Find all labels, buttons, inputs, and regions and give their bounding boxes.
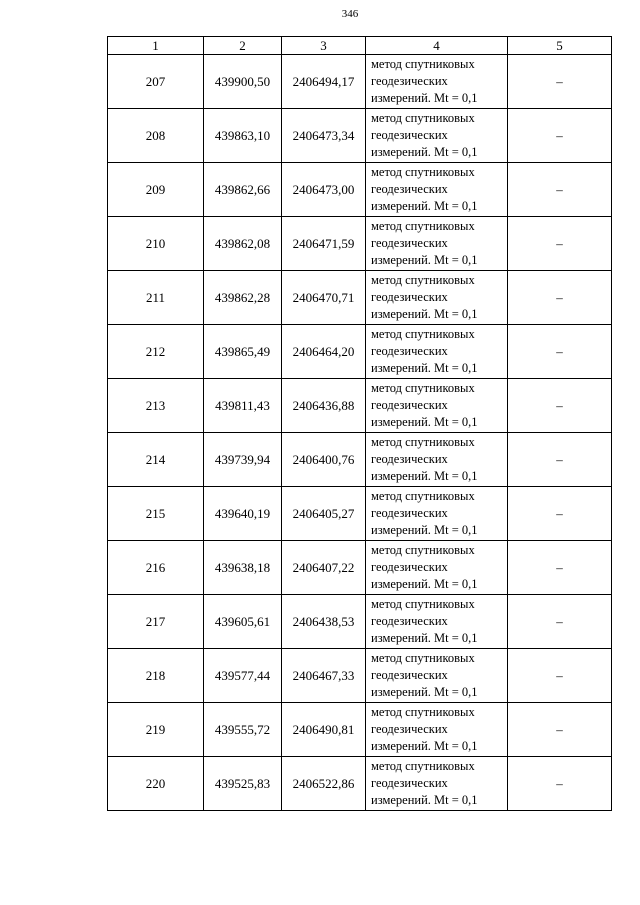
method-line: измерений. Mt = 0,1 bbox=[371, 199, 478, 213]
coordinate-y-cell: 2406490,81 bbox=[282, 703, 366, 757]
page-number: 346 bbox=[341, 8, 359, 20]
table-row bbox=[108, 109, 612, 163]
method-line: геодезических bbox=[371, 614, 448, 628]
method-line: метод спутниковых bbox=[371, 543, 475, 557]
method-cell bbox=[366, 271, 508, 325]
column-5-cell: – bbox=[508, 163, 612, 217]
coordinate-y-cell: 2406407,22 bbox=[282, 541, 366, 595]
coordinates-table bbox=[107, 36, 612, 811]
point-number-cell: 211 bbox=[108, 271, 204, 325]
method-line: метод спутниковых bbox=[371, 651, 475, 665]
point-number-cell: 216 bbox=[108, 541, 204, 595]
coordinate-y-cell: 2406405,27 bbox=[282, 487, 366, 541]
point-number-cell: 217 bbox=[108, 595, 204, 649]
column-5-cell: – bbox=[508, 595, 612, 649]
table-row bbox=[108, 541, 612, 595]
coordinate-y-cell: 2406400,76 bbox=[282, 433, 366, 487]
method-cell bbox=[366, 487, 508, 541]
point-number-cell: 208 bbox=[108, 109, 204, 163]
coordinate-x-cell: 439605,61 bbox=[204, 595, 282, 649]
column-5-cell: – bbox=[508, 487, 612, 541]
method-line: метод спутниковых bbox=[371, 489, 475, 503]
table-row bbox=[108, 217, 612, 271]
method-cell bbox=[366, 541, 508, 595]
method-line: геодезических bbox=[371, 560, 448, 574]
table-row bbox=[108, 703, 612, 757]
column-5-cell: – bbox=[508, 217, 612, 271]
point-number-cell: 219 bbox=[108, 703, 204, 757]
coordinate-y-cell: 2406464,20 bbox=[282, 325, 366, 379]
header-col-2: 2 bbox=[204, 37, 282, 55]
method-line: геодезических bbox=[371, 236, 448, 250]
method-cell bbox=[366, 325, 508, 379]
coordinate-x-cell: 439640,19 bbox=[204, 487, 282, 541]
coordinate-y-cell: 2406473,34 bbox=[282, 109, 366, 163]
column-5-cell: – bbox=[508, 109, 612, 163]
method-line: измерений. Mt = 0,1 bbox=[371, 739, 478, 753]
coordinate-x-cell: 439862,66 bbox=[204, 163, 282, 217]
table-row bbox=[108, 433, 612, 487]
method-line: измерений. Mt = 0,1 bbox=[371, 793, 478, 807]
method-cell bbox=[366, 217, 508, 271]
method-line: измерений. Mt = 0,1 bbox=[371, 523, 478, 537]
method-line: измерений. Mt = 0,1 bbox=[371, 361, 478, 375]
method-line: метод спутниковых bbox=[371, 759, 475, 773]
column-5-cell: – bbox=[508, 379, 612, 433]
header-col-1: 1 bbox=[108, 37, 204, 55]
coordinate-y-cell: 2406467,33 bbox=[282, 649, 366, 703]
coordinate-y-cell: 2406470,71 bbox=[282, 271, 366, 325]
method-cell bbox=[366, 379, 508, 433]
coordinate-x-cell: 439862,08 bbox=[204, 217, 282, 271]
method-cell bbox=[366, 595, 508, 649]
coordinate-y-cell: 2406438,53 bbox=[282, 595, 366, 649]
column-5-cell: – bbox=[508, 55, 612, 109]
point-number-cell: 213 bbox=[108, 379, 204, 433]
method-cell bbox=[366, 649, 508, 703]
table-row bbox=[108, 325, 612, 379]
column-5-cell: – bbox=[508, 325, 612, 379]
point-number-cell: 214 bbox=[108, 433, 204, 487]
table-body bbox=[108, 55, 612, 811]
method-line: измерений. Mt = 0,1 bbox=[371, 685, 478, 699]
method-cell bbox=[366, 433, 508, 487]
method-line: измерений. Mt = 0,1 bbox=[371, 577, 478, 591]
coordinate-x-cell: 439638,18 bbox=[204, 541, 282, 595]
coordinate-x-cell: 439900,50 bbox=[204, 55, 282, 109]
method-cell bbox=[366, 757, 508, 811]
method-line: геодезических bbox=[371, 722, 448, 736]
method-line: измерений. Mt = 0,1 bbox=[371, 307, 478, 321]
coordinate-y-cell: 2406473,00 bbox=[282, 163, 366, 217]
point-number-cell: 220 bbox=[108, 757, 204, 811]
method-cell bbox=[366, 703, 508, 757]
method-cell bbox=[366, 163, 508, 217]
table-row bbox=[108, 649, 612, 703]
method-line: метод спутниковых bbox=[371, 219, 475, 233]
point-number-cell: 207 bbox=[108, 55, 204, 109]
coordinate-y-cell: 2406436,88 bbox=[282, 379, 366, 433]
point-number-cell: 210 bbox=[108, 217, 204, 271]
method-line: метод спутниковых bbox=[371, 273, 475, 287]
coordinate-y-cell: 2406494,17 bbox=[282, 55, 366, 109]
point-number-cell: 218 bbox=[108, 649, 204, 703]
method-line: метод спутниковых bbox=[371, 597, 475, 611]
coordinate-y-cell: 2406522,86 bbox=[282, 757, 366, 811]
table-row bbox=[108, 163, 612, 217]
header-row bbox=[108, 37, 612, 55]
column-5-cell: – bbox=[508, 271, 612, 325]
coordinate-x-cell: 439865,49 bbox=[204, 325, 282, 379]
coordinate-x-cell: 439525,83 bbox=[204, 757, 282, 811]
coordinate-y-cell: 2406471,59 bbox=[282, 217, 366, 271]
table-row bbox=[108, 757, 612, 811]
column-5-cell: – bbox=[508, 757, 612, 811]
column-5-cell: – bbox=[508, 541, 612, 595]
table-row bbox=[108, 487, 612, 541]
method-line: метод спутниковых bbox=[371, 435, 475, 449]
method-cell bbox=[366, 109, 508, 163]
header-col-5: 5 bbox=[508, 37, 612, 55]
method-line: метод спутниковых bbox=[371, 57, 475, 71]
table-header bbox=[108, 37, 612, 55]
coordinate-x-cell: 439555,72 bbox=[204, 703, 282, 757]
method-line: геодезических bbox=[371, 452, 448, 466]
method-line: геодезических bbox=[371, 74, 448, 88]
table-row bbox=[108, 595, 612, 649]
method-line: метод спутниковых bbox=[371, 705, 475, 719]
method-line: геодезических bbox=[371, 128, 448, 142]
coordinate-x-cell: 439811,43 bbox=[204, 379, 282, 433]
coordinate-x-cell: 439577,44 bbox=[204, 649, 282, 703]
point-number-cell: 209 bbox=[108, 163, 204, 217]
method-line: геодезических bbox=[371, 506, 448, 520]
method-line: метод спутниковых bbox=[371, 327, 475, 341]
method-line: метод спутниковых bbox=[371, 111, 475, 125]
coordinate-x-cell: 439739,94 bbox=[204, 433, 282, 487]
method-line: измерений. Mt = 0,1 bbox=[371, 145, 478, 159]
point-number-cell: 212 bbox=[108, 325, 204, 379]
method-line: измерений. Mt = 0,1 bbox=[371, 631, 478, 645]
method-line: измерений. Mt = 0,1 bbox=[371, 415, 478, 429]
method-line: геодезических bbox=[371, 182, 448, 196]
point-number-cell: 215 bbox=[108, 487, 204, 541]
method-line: метод спутниковых bbox=[371, 165, 475, 179]
method-line: геодезических bbox=[371, 776, 448, 790]
header-col-3: 3 bbox=[282, 37, 366, 55]
method-line: измерений. Mt = 0,1 bbox=[371, 91, 478, 105]
column-5-cell: – bbox=[508, 703, 612, 757]
method-line: геодезических bbox=[371, 344, 448, 358]
coordinate-x-cell: 439862,28 bbox=[204, 271, 282, 325]
table-row bbox=[108, 379, 612, 433]
method-cell bbox=[366, 55, 508, 109]
method-line: измерений. Mt = 0,1 bbox=[371, 469, 478, 483]
column-5-cell: – bbox=[508, 649, 612, 703]
column-5-cell: – bbox=[508, 433, 612, 487]
method-line: метод спутниковых bbox=[371, 381, 475, 395]
coordinate-x-cell: 439863,10 bbox=[204, 109, 282, 163]
method-line: геодезических bbox=[371, 398, 448, 412]
header-col-4: 4 bbox=[366, 37, 508, 55]
table-row bbox=[108, 271, 612, 325]
method-line: геодезических bbox=[371, 668, 448, 682]
table-row bbox=[108, 55, 612, 109]
method-line: геодезических bbox=[371, 290, 448, 304]
method-line: измерений. Mt = 0,1 bbox=[371, 253, 478, 267]
